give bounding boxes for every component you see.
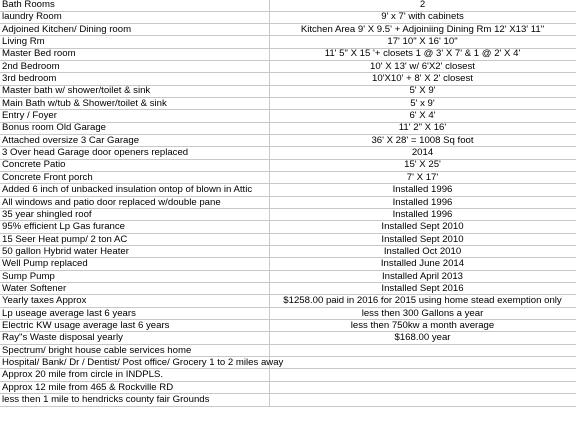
cell-label[interactable]: 3 Over head Garage door openers replaced [0,147,269,159]
cell-label[interactable]: Spectrum/ bright house cable services home [0,344,269,356]
table-row [0,209,576,221]
table-row [0,320,576,332]
cell-label[interactable]: Added 6 inch of unbacked insulation ontop of blown in Attic [0,184,269,196]
cell-value[interactable]: 6' X 4' [269,110,576,122]
table-row [0,85,576,97]
table-row [0,0,576,11]
cell-label[interactable]: 50 gallon Hybrid water Heater [0,246,269,258]
cell-label[interactable]: Water Softener [0,283,269,295]
cell-label[interactable]: Ray"s Waste disposal yearly [0,332,269,344]
table-row [0,357,576,369]
cell-label[interactable]: Master bath w/ shower/toilet & sink [0,85,269,97]
table-row [0,23,576,35]
table-row [0,122,576,134]
table-row [0,134,576,146]
table-row [0,270,576,282]
cell-label[interactable]: Hospital/ Bank/ Dr / Dentist/ Post office/ Grocery 1 to 2 miles away [2,356,284,368]
table-row [0,147,576,159]
cell-label[interactable]: 15 Seer Heat pump/ 2 ton AC [0,233,269,245]
cell-value[interactable]: 5' x 9' [269,97,576,109]
cell-value[interactable]: 2 [269,0,576,11]
cell-value[interactable]: Installed Oct 2010 [269,246,576,258]
cell-label[interactable]: Concrete Patio [0,159,269,171]
cell-label[interactable]: 95% efficient Lp Gas furance [0,221,269,233]
cell-value[interactable]: 15' X 25' [269,159,576,171]
cell-value[interactable]: Installed Sept 2010 [269,233,576,245]
cell-value[interactable]: Installed April 2013 [269,270,576,282]
cell-value[interactable] [269,344,576,356]
cell-value[interactable]: 10' X 13' w/ 6'X2' closest [269,60,576,72]
table-row [0,332,576,344]
cell-label[interactable]: Approx 12 mile from 465 & Rockville RD [0,381,269,393]
cell-value[interactable]: 7' X 17' [269,171,576,183]
table-row [0,394,576,406]
cell-value[interactable] [269,394,576,406]
cell-label[interactable]: Lp useage average last 6 years [0,307,269,319]
cell-value[interactable]: Installed Sept 2010 [269,221,576,233]
cell-value[interactable]: 36' X 28' = 1008 Sq foot [269,134,576,146]
cell-label[interactable]: Adjoined Kitchen/ Dining room [0,23,269,35]
cell-value[interactable]: Installed Sept 2016 [269,283,576,295]
cell-label[interactable]: All windows and patio door replaced w/double pane [0,196,269,208]
cell-label[interactable]: less then 1 mile to hendricks county fair Grounds [0,394,269,406]
table-row [0,11,576,23]
cell-value[interactable]: Kitchen Area 9' X 9.5' + Adjoiniing Dining Rm 12' X13' 11" [269,23,576,35]
cell-value[interactable]: less then 300 Gallons a year [269,307,576,319]
table-row [0,283,576,295]
table-row [0,369,576,381]
cell-label[interactable]: 35 year shingled roof [0,209,269,221]
cell-value[interactable] [269,381,576,393]
cell-value[interactable]: 17' 10" X 16' 10" [269,36,576,48]
cell-value[interactable] [269,357,576,369]
cell-value[interactable]: Installed 1996 [269,209,576,221]
cell-label[interactable]: Sump Pump [0,270,269,282]
table-row [0,184,576,196]
cell-value[interactable]: 10'X10' + 8' X 2' closest [269,73,576,85]
cell-value[interactable]: less then 750kw a month average [269,320,576,332]
table-row [0,307,576,319]
cell-value[interactable]: Installed 1996 [269,196,576,208]
table-row [0,159,576,171]
cell-value[interactable] [269,369,576,381]
table-row [0,295,576,307]
cell-label[interactable]: Electric KW usage average last 6 years [0,320,269,332]
cell-label[interactable]: laundry Room [0,11,269,23]
table-row [0,258,576,270]
cell-label[interactable]: Bonus room Old Garage [0,122,269,134]
cell-label[interactable]: Approx 20 mile from circle in INDPLS. [0,369,269,381]
cell-value[interactable]: 5' X 9' [269,85,576,97]
table-row [0,110,576,122]
table-row [0,221,576,233]
table-row [0,246,576,258]
cell-label[interactable]: Living Rm [0,36,269,48]
cell-value[interactable]: 11' 2" X 16' [269,122,576,134]
cell-label[interactable]: Entry / Foyer [0,110,269,122]
table-row [0,196,576,208]
cell-value[interactable]: Installed June 2014 [269,258,576,270]
table-row [0,233,576,245]
cell-label[interactable]: 2nd Bedroom [0,60,269,72]
cell-label[interactable]: Main Bath w/tub & Shower/toilet & sink [0,97,269,109]
cell-label[interactable]: Bath Rooms [0,0,269,11]
cell-value[interactable]: 9' x 7' with cabinets [269,11,576,23]
cell-label[interactable]: Well Pump replaced [0,258,269,270]
cell-value[interactable]: $168.00 year [269,332,576,344]
table-row [0,381,576,393]
cell-value[interactable]: 2014 [269,147,576,159]
table-row [0,344,576,356]
cell-label[interactable]: Attached oversize 3 Car Garage [0,134,269,146]
table-row [0,48,576,60]
cell-value[interactable]: Installed 1996 [269,184,576,196]
cell-label[interactable]: Concrete Front porch [0,171,269,183]
cell-label[interactable]: Master Bed room [0,48,269,60]
cell-label[interactable]: Yearly taxes Approx [0,295,269,307]
cell-label[interactable]: 3rd bedroom [0,73,269,85]
table-row [0,36,576,48]
table-row [0,73,576,85]
table-row [0,97,576,109]
cell-value[interactable]: 11' 5" X 15 '+ closets 1 @ 3' X 7' & 1 @ 2' X 4' [269,48,576,60]
table-row [0,60,576,72]
table-row [0,171,576,183]
cell-value[interactable]: $1258.00 paid in 2016 for 2015 using home stead exemption only [269,295,576,307]
